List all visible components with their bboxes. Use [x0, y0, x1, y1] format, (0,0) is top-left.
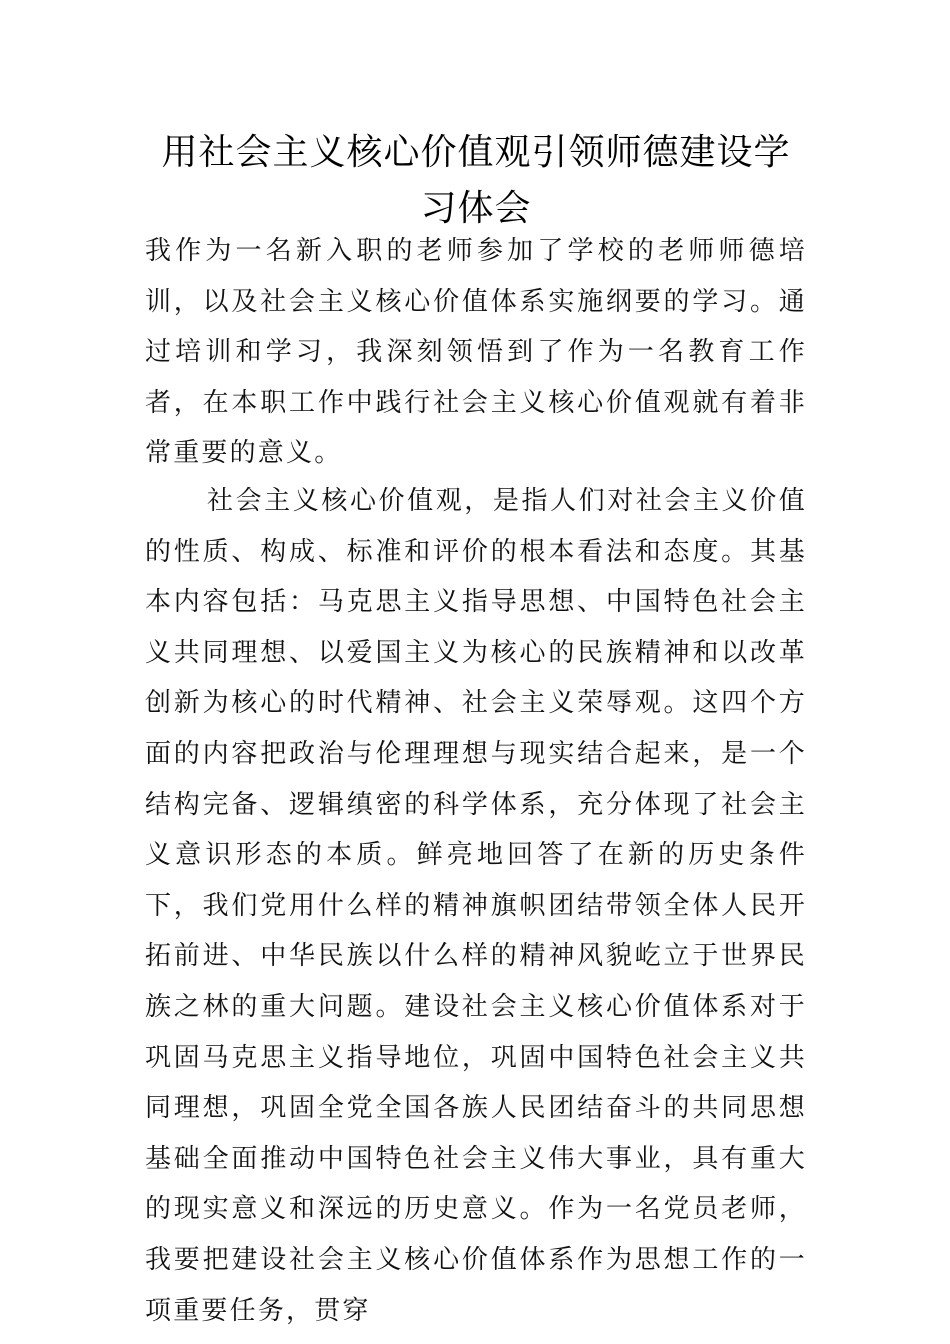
document-title: 用社会主义核心价值观引领师德建设学习体会 — [161, 132, 791, 229]
paragraph-intro: 我作为一名新入职的老师参加了学校的老师师德培训，以及社会主义核心价值体系实施纲要的学习。通过培训和学习，我深刻领悟到了作为一名教育工作者，在本职工作中践行社会主义核心价值观就有着非常重要的意义。 — [145, 236, 807, 469]
paragraph-core-values: 社会主义核心价值观，是指人们对社会主义价值的性质、构成、标准和评价的根本看法和态度。其基本内容包括：马克思主义指导思想、中国特色社会主义共同理想、以爱国主义为核心的民族精神和以改革创新为核心的时代精神、社会主义荣辱观。这四个方面的内容把政治与伦理理想与现实结合起来，是一个结构完备、逻辑缜密的科学体系，充分体现了社会主义意识形态的本质。鲜亮地回答了在新的历史条件下，我们党用什么样的精神旗帜团结带领全体人民开拓前进、中华民族以什么样的精神风貌屹立于世界民族之林的重大问题。建设社会主义核心价值体系对于巩固马克思主义指导地位，巩固中国特色社会主义共同理想，巩固全党全国各族人民团结奋斗的共同思想基础全面推动中国特色社会主义伟大事业，具有重大的现实意义和深远的历史意义。作为一名党员老师，我要把建设社会主义核心价值体系作为思想工作的一项重要任务，贯穿 — [145, 486, 807, 1326]
